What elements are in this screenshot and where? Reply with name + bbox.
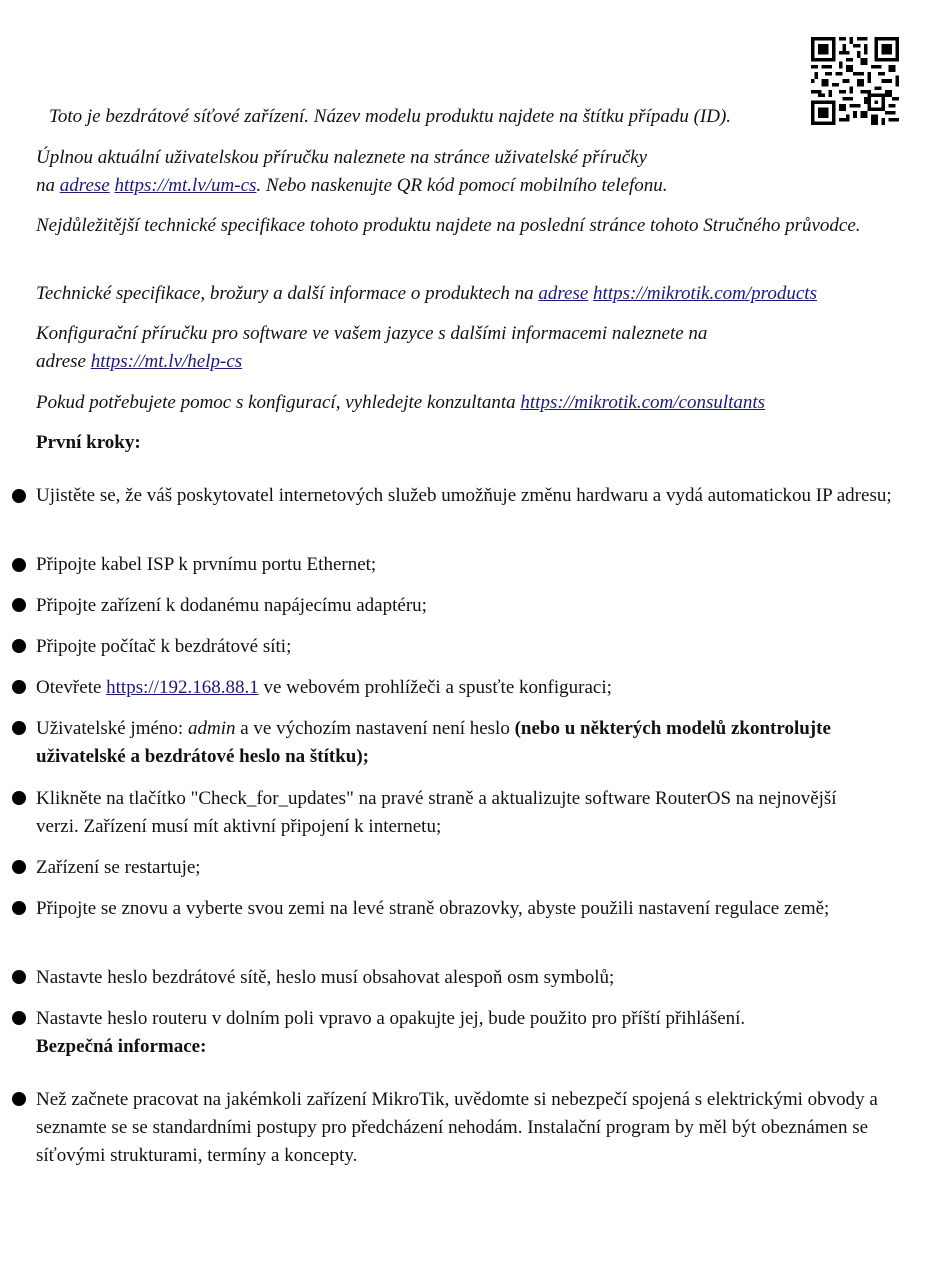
list-item-step-11: Nastavte heslo routeru v dolním poli vpravo a opakujte jej, bude použito pro příští přihlášení. — [36, 1008, 746, 1029]
bullet-icon — [12, 1011, 26, 1025]
router-ip-link[interactable]: https://192.168.88.1 — [106, 677, 259, 698]
intro-config-paragraph — [36, 320, 916, 376]
intro-help-paragraph — [36, 389, 916, 417]
list-item-step-2: Připojte kabel ISP k prvnímu portu Ethernet; — [36, 554, 377, 575]
list-item-step-4: Připojte počítač k bezdrátové síti; — [36, 636, 292, 657]
list-item-step-1: Ujistěte se, že váš poskytovatel internetových služeb umožňuje změnu hardwaru a vydá automatickou IP adresu; — [36, 485, 892, 506]
list-item-step-7: Klikněte na tlačítko "Check_for_updates" na pravé straně a aktualizujte software RouterOS na nejnovější verzi. Zařízení musí mít aktivní připojení k internetu; — [36, 788, 837, 837]
tech-adrese-link[interactable]: adrese — [538, 283, 589, 304]
step5-pre: Otevřete — [36, 677, 102, 698]
help-pre: Pokud potřebujete pomoc s konfigurací, vyhledejte konzultanta — [36, 392, 516, 413]
qr-code-icon[interactable] — [811, 37, 899, 125]
bullet-icon — [12, 680, 26, 694]
bullet-icon — [12, 860, 26, 874]
manual-adrese-link[interactable]: adrese — [59, 175, 110, 196]
bullet-icon — [12, 901, 26, 915]
bullet-icon — [12, 791, 26, 805]
help-url-link[interactable]: https://mt.lv/help-cs — [90, 351, 243, 372]
bullet-icon — [12, 970, 26, 984]
intro-manual-paragraph — [36, 144, 916, 200]
bullet-icon — [12, 721, 26, 735]
list-item-step-10: Nastavte heslo bezdrátové sítě, heslo musí obsahovat alespoň osm symbolů; — [36, 967, 615, 988]
intro-manual-line-a: Úplnou aktuální uživatelskou příručku naleznete na stránce uživatelské příručky — [36, 147, 648, 168]
consultants-url-link[interactable]: https://mikrotik.com/consultants — [520, 392, 766, 413]
step6-pre: Uživatelské jméno: — [36, 718, 184, 739]
config-pre: adrese — [36, 351, 86, 372]
intro-specs-paragraph: Nejdůležitější technické specifikace tohoto produktu najdete na poslední stránce tohoto Stručného průvodce. — [36, 215, 861, 236]
intro-manual-pre: na — [36, 175, 55, 196]
manual-url-link[interactable]: https://mt.lv/um-cs — [114, 175, 257, 196]
list-item-step-9: Připojte se znovu a vyberte svou zemi na levé straně obrazovky, abyste použili nastavení regulace země; — [36, 898, 830, 919]
bullet-icon — [12, 558, 26, 572]
step6-mid: a ve výchozím nastavení není heslo — [235, 718, 510, 739]
bullet-icon — [12, 598, 26, 612]
list-item-step-3: Připojte zařízení k dodanému napájecímu adaptéru; — [36, 595, 427, 616]
tech-pre: Technické specifikace, brožury a další informace o produktech na — [36, 283, 534, 304]
bullet-icon — [12, 639, 26, 653]
step5-post: ve webovém prohlížeči a spusťte konfiguraci; — [258, 677, 612, 698]
config-line-a: Konfigurační příručku pro software ve vašem jazyce s dalšími informacemi naleznete na — [36, 323, 708, 344]
bullet-icon — [12, 1092, 26, 1106]
products-url-link[interactable]: https://mikrotik.com/products — [593, 283, 817, 304]
bullet-icon — [12, 489, 26, 503]
safety-heading: Bezpečná informace: — [36, 1036, 207, 1057]
first-steps-heading: První kroky: — [36, 432, 141, 453]
list-item-step-6 — [36, 715, 836, 771]
intro-manual-post: . Nebo naskenujte QR kód pomocí mobilního telefonu. — [256, 175, 668, 196]
step6-bold-note: (nebo u některých modelů zkontrolujte uživatelské a bezdrátové heslo na štítku); — [36, 718, 831, 767]
safety-paragraph: Než začnete pracovat na jakémkoli zařízení MikroTik, uvědomte si nebezpečí spojená s elektrickými obvody a seznamte se se standardními postupy pro předcházení nehodám. Instalační program by měl být obeznámen se síťovými strukturami, termíny a koncepty. — [36, 1089, 878, 1166]
intro-tech-paragraph — [36, 280, 926, 308]
step6-username: admin — [187, 718, 236, 739]
intro-model-line: Toto je bezdrátové síťové zařízení. Název modelu produktu najdete na štítku případu (ID). — [49, 106, 732, 127]
list-item-step-8: Zařízení se restartuje; — [36, 857, 201, 878]
list-item-step-5 — [36, 674, 916, 702]
